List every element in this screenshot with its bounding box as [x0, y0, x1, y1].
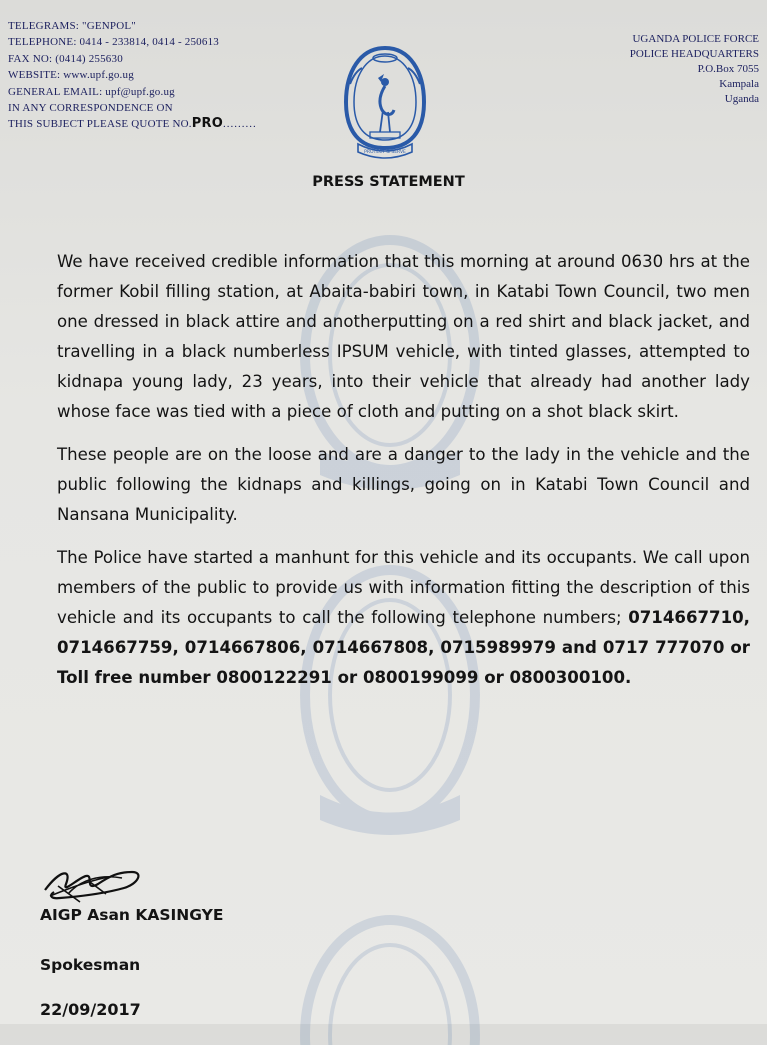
page-title: PRESS STATEMENT [312, 174, 465, 190]
paragraph-3-lead: The Police have started a manhunt for this vehicle and its occupants. We call upon members of the public to provide us with information fitting the description of this vehicle and its occupants to call the following telephone numbers; [57, 548, 750, 627]
signatory-title: Spokesman [40, 956, 141, 974]
signature-image [40, 858, 170, 908]
country-line: Uganda [724, 93, 759, 105]
signatory-name: AIGP Asan KASINGYE [40, 906, 224, 924]
quote-dots: ......... [222, 118, 257, 131]
org-name: UGANDA POLICE FORCE [632, 33, 759, 45]
website-line: WEBSITE: www.upf.go.ug [8, 69, 134, 82]
statement-date: 22/09/2017 [40, 1000, 141, 1019]
paragraph-2: These people are on the loose and are a danger to the lady in the vehicle and the public following the kidnaps and killings, going on in Katabi Town Council and Nansana Municipality. [57, 445, 750, 524]
letterhead-contact-block [8, 18, 328, 133]
police-crest-logo [340, 44, 430, 160]
crest-watermark-3 [290, 905, 490, 1045]
telegrams-line: TELEGRAMS: "GENPOL" [8, 20, 136, 32]
crest-motto: PROTECT & SERVE [364, 150, 406, 155]
telephone-line: TELEPHONE: 0414 - 233814, 0414 - 250613 [8, 36, 219, 49]
email-line: GENERAL EMAIL: upf@upf.go.ug [8, 85, 175, 98]
quote-line [8, 116, 328, 132]
statement-body [57, 247, 750, 706]
correspondence-line: IN ANY CORRESPONDENCE ON [8, 102, 173, 115]
letterhead-address-block [499, 32, 759, 107]
paragraph-3 [57, 543, 750, 693]
hq-line: POLICE HEADQUARTERS [629, 48, 759, 60]
phone-numbers: 0714667710, 0714667759, 0714667806, 0714667808, 0715989979 and 0717 777070 or Toll free number 0800122291 or 0800199099 or 0800300100. [57, 608, 750, 687]
quote-value: PRO [191, 116, 223, 132]
po-box-line: P.O.Box 7055 [697, 63, 759, 75]
quote-label: THIS SUBJECT PLEASE QUOTE NO. [8, 118, 192, 131]
city-line: Kampala [719, 78, 759, 90]
paragraph-1: We have received credible information that this morning at around 0630 hrs at the former Kobil filling station, at Abaita-babiri town, in Katabi Town Council, two men one dressed in black attire and anotherputting on a red shirt and black jacket, and travelling in a black numberless IPSUM vehicle, with tinted glasses, attempted to kidnapa young lady, 23 years, into their vehicle that already had another lady whose face was tied with a piece of cloth and putting on a shot black skirt. [57, 252, 750, 421]
fax-line: FAX NO: (0414) 255630 [8, 52, 123, 65]
